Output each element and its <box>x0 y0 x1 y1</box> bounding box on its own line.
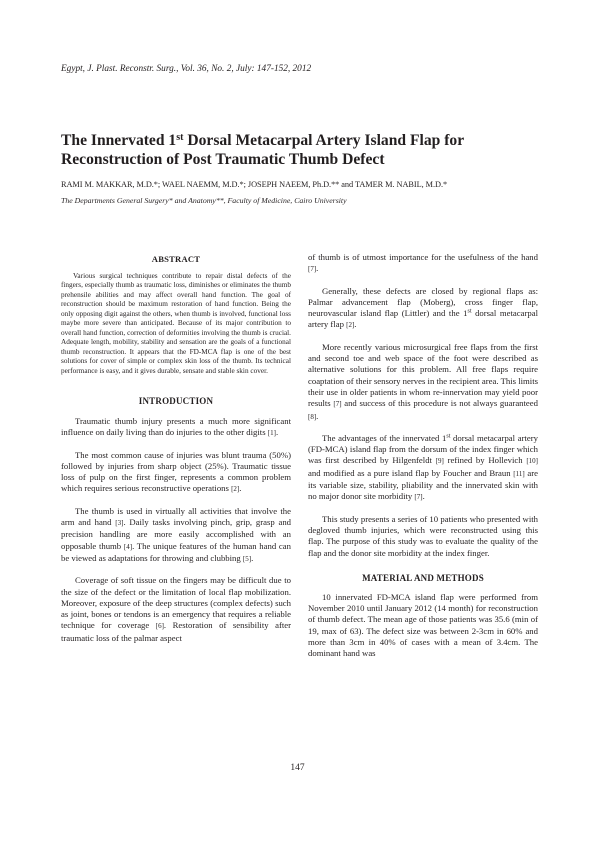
paragraph-text: The most common cause of injuries was blunt trauma (50%) followed by injuries from sharp object (25%). Traumatic tissue loss of pulp on the first finger, represents a common problem which requires serious reconstructive operations <box>61 449 291 494</box>
citation: [2] <box>231 485 240 494</box>
right-paragraph-3 <box>308 433 538 504</box>
paragraph-text: dorsal metacarpal artery flap <box>308 308 538 330</box>
paragraph-text: and modified as a pure island flap by Foucher and Braun <box>308 467 514 478</box>
paragraph-text: . <box>251 552 254 563</box>
citation: [2] <box>346 321 355 330</box>
paragraph-text: Traumatic thumb injury presents a much more significant influence on daily living than do injuries to the other digits <box>61 415 291 438</box>
intro-paragraph-4 <box>61 575 291 644</box>
right-paragraph-0 <box>308 252 538 276</box>
intro-paragraph-1 <box>61 416 291 440</box>
paragraph-text: . Restoration of sensibility after traumatic loss of the palmar aspect <box>61 620 292 643</box>
page-number: 147 <box>290 763 305 773</box>
paragraph-text: . <box>275 427 279 438</box>
citation: [10] <box>526 457 539 466</box>
right-paragraph-2 <box>308 342 538 423</box>
paragraph-text: . <box>316 263 319 274</box>
paragraph-text: . <box>316 410 319 421</box>
paragraph-text: refined by Hollevich <box>443 455 527 466</box>
paragraph-text: The thumb is used in virtually all activities that involve the arm and hand <box>61 505 291 528</box>
affiliation: The Departments General Surgery* and Anatomy**, Faculty of Medicine, Cairo University <box>61 196 347 205</box>
intro-paragraph-2 <box>61 450 291 496</box>
right-column <box>308 252 538 660</box>
paragraph-text: . The unique features of the human hand can be viewed as adaptations for throwing and clubbing <box>61 540 291 563</box>
citation: [7] <box>308 265 317 274</box>
citation: [6] <box>155 622 164 631</box>
paragraph-text: . Daily tasks involving pinch, grip, grasp and precision handling are more easily accomplished with an opposable thumb <box>61 517 292 551</box>
paragraph-text: and success of this procedure is not always guaranteed <box>341 398 538 409</box>
title-superscript: st <box>176 132 184 143</box>
paragraph-text: Generally, these defects are closed by regional flaps as: Palmar advancement flap (Moberg), cross finger flap, neurovascular island flap (Littler) and the 1 <box>308 285 538 319</box>
methods-paragraph-1: 10 innervated FD-MCA island flap were performed from November 2010 until January 2012 (14 month) for reconstruction of thumb defect. The mean age of those patients was 35.6 (min of 19, max of 63). The defect size was between 2-3cm in 60% and more than 3cm in 40% of cases with a mean of 3.4cm. The dominant hand was <box>308 591 538 659</box>
abstract-heading: ABSTRACT <box>151 254 201 264</box>
citation: [5] <box>242 554 252 563</box>
paragraph-text: . <box>239 483 242 494</box>
paragraph-text: . <box>422 491 425 502</box>
article-title <box>61 131 541 169</box>
citation: [3] <box>115 519 124 528</box>
paragraph-text: of thumb is of utmost importance for the usefulness of the hand <box>308 252 538 262</box>
methods-heading: MATERIAL AND METHODS <box>362 572 484 583</box>
author-list: RAMI M. MAKKAR, M.D.*; WAEL NAEMM, M.D.*; JOSEPH NAEEM, Ph.D.** and TAMER M. NABIL, M.D.* <box>61 180 448 189</box>
citation: [1] <box>267 429 276 438</box>
right-paragraph-4: This study presents a series of 10 patients who presented with degloved thumb injuries, which were reconstructed using this flap. The purpose of this study was to evaluate the quality of the flap and the donor site morbidity at the index finger. <box>308 513 538 558</box>
superscript: st <box>446 433 451 440</box>
paragraph-text: Coverage of soft tissue on the fingers may be difficult due to the size of the defect or the limitation of local flap mobilization. Moreover, exposure of the deep structures (complex defects) such as joint, bones or tendons is an emergency that requires a reliable technique for coverage <box>61 575 291 631</box>
paragraph-text: The advantages of the innervated 1 <box>322 432 447 443</box>
superscript: st <box>467 308 472 315</box>
paragraph-text: dorsal metacarpal artery (FD-MCA) island flap from the dorsum of the index finger which was first described by Hilgenfeldt <box>308 432 538 466</box>
left-column <box>61 252 291 644</box>
citation: [8] <box>308 412 317 421</box>
abstract-text: Various surgical techniques contribute to repair distal defects of the fingers, especially thumb as traumatic loss, diminishes or eliminates the thumb prehensile abilities and may affect overall hand function. The goal of reconstruction should be maximum restoration of hand function. Being the only opposing digit against the others, when thumb is involved, functional loss maybe more severe than anticipated. Because of its major contribution to overall hand function, correction of deformities involving the thumb is crucial. Adequate length, mobility, stability and sensation are the goals of a functional thumb reconstruction. It appears that the FD-MCA flap is one of the best solutions for cover of simple or complex skin loss of the thumb. Its technical performance is easy, and it gives durable, sensate and stable skin cover. <box>61 272 291 375</box>
right-paragraph-1 <box>308 286 538 332</box>
citation: [11] <box>513 469 525 478</box>
paragraph-text: More recently various microsurgical free flaps from the first and second toe and web space of the foot were described as alternative solutions for this problem. All free flaps require coaptation of their sensory nerves in the recipient area. This limits their use in older patients in whom re-innervation may yield poor results <box>308 341 538 409</box>
paragraph-text: . <box>354 319 357 330</box>
intro-paragraph-3 <box>61 506 291 565</box>
citation: [9] <box>435 457 444 466</box>
citation: [4] <box>123 542 133 551</box>
citation: [7] <box>414 493 423 502</box>
citation: [7] <box>333 400 342 409</box>
paragraph-text: are its variable size, stability, pliability and the innervated skin with no major donor site morbidity <box>308 467 539 502</box>
title-text-3: Reconstruction of Post Traumatic Thumb Defect <box>61 151 385 168</box>
journal-citation: Egypt, J. Plast. Reconstr. Surg., Vol. 36, No. 2, July: 147-152, 2012 <box>61 64 312 74</box>
title-text-2: Dorsal Metacarpal Artery Island Flap for <box>183 132 465 149</box>
introduction-heading: INTRODUCTION <box>138 395 214 406</box>
title-text-1: The Innervated 1 <box>61 132 177 149</box>
